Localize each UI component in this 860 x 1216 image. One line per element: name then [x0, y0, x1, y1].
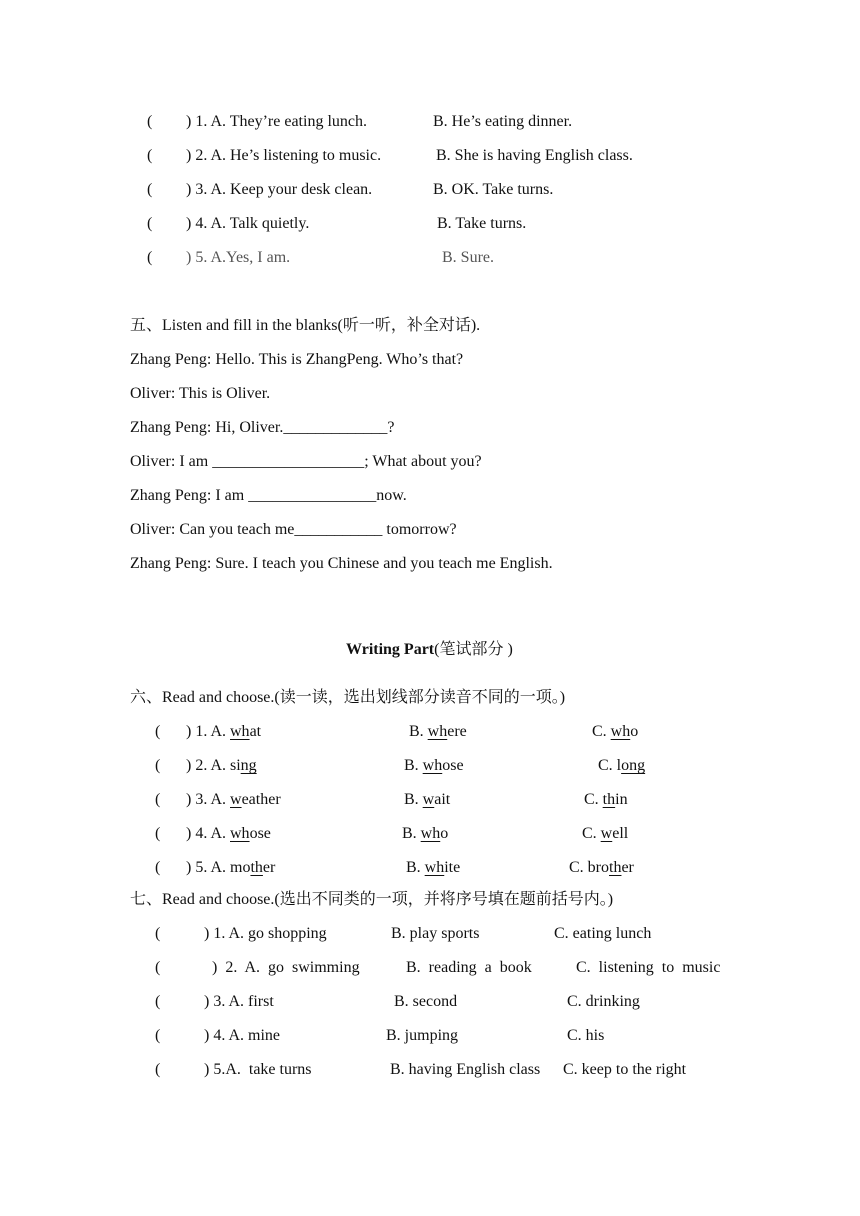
underlined-sound: th	[250, 859, 263, 876]
underlined-sound: th	[602, 791, 616, 808]
dialogue-line: Oliver: This is Oliver.	[130, 385, 271, 402]
underlined-sound: w	[600, 825, 613, 842]
answer-paren: (	[155, 757, 161, 774]
option-a: ) 1. A. what	[186, 723, 262, 740]
dialogue-line: Zhang Peng: Hi, Oliver._____________?	[130, 419, 395, 436]
dialogue-line: Oliver: Can you teach me___________ tomorrow?	[130, 521, 457, 538]
option-a: ) 3. A. first	[204, 993, 274, 1010]
option-b: B. wait	[404, 791, 451, 808]
option-a: ) 4. A. mine	[204, 1027, 280, 1044]
answer-paren: (	[155, 859, 161, 876]
option-a: ) 1. A. go shopping	[204, 925, 327, 942]
option-a: ) 3. A. weather	[186, 791, 281, 808]
option-b: B. reading a book	[406, 959, 532, 976]
section7-heading: 七、Read and choose.(选出不同类的一项，并将序号填在题前括号内。)	[130, 891, 614, 908]
writing-part-chinese: (笔试部分 )	[434, 641, 513, 658]
underlined-sound: w	[422, 791, 435, 808]
option-b: B. Take turns.	[437, 215, 527, 232]
underlined-sound: wh	[420, 825, 441, 842]
option-a: ) 2. A. go swimming	[212, 959, 360, 976]
option-b: B. second	[394, 993, 458, 1010]
dialogue-line: Oliver: I am ___________________; What about you?	[130, 453, 482, 470]
dialogue-line: Zhang Peng: Sure. I teach you Chinese and you teach me English.	[130, 555, 553, 572]
option-c: C. who	[592, 723, 639, 740]
option-c: C. listening to music	[576, 959, 721, 976]
answer-paren: (	[155, 1027, 161, 1044]
answer-paren: (	[147, 215, 153, 232]
option-c: C. well	[582, 825, 629, 842]
answer-paren: (	[155, 791, 161, 808]
writing-part-bold: Writing Part	[346, 641, 435, 658]
answer-paren: (	[155, 825, 161, 842]
option-b: B. Sure.	[442, 249, 494, 266]
answer-paren: (	[155, 1061, 161, 1078]
underlined-sound: wh	[610, 723, 631, 740]
underlined-sound: wh	[424, 859, 445, 876]
underlined-sound: w	[230, 791, 242, 808]
option-c: C. his	[567, 1027, 605, 1044]
option-a: ) 5. A.Yes, I am.	[186, 249, 291, 266]
section5-heading: 五、Listen and fill in the blanks(听一听，补全对话).	[130, 317, 481, 334]
option-a: ) 5. A. mother	[186, 859, 276, 876]
answer-paren: (	[147, 181, 153, 198]
answer-paren: (	[155, 723, 161, 740]
option-b: B. who	[402, 825, 449, 842]
answer-paren: (	[147, 113, 153, 130]
answer-paren: (	[155, 925, 161, 942]
option-c: C. brother	[569, 859, 634, 876]
writing-part-title	[338, 620, 513, 660]
option-b: B. where	[409, 723, 467, 740]
underlined-sound: wh	[230, 825, 250, 842]
underlined-sound: ng	[240, 757, 257, 774]
option-a: ) 4. A. Talk quietly.	[186, 215, 310, 232]
option-c: C. thin	[584, 791, 628, 808]
option-b: B. play sports	[391, 925, 480, 942]
section6-heading: 六、Read and choose.(读一读，选出划线部分读音不同的一项。)	[130, 689, 566, 706]
option-b: B. He’s eating dinner.	[433, 113, 573, 130]
dialogue-line: Zhang Peng: Hello. This is ZhangPeng. Who’s that?	[130, 351, 464, 368]
option-c: C. keep to the right	[563, 1061, 687, 1078]
underlined-sound: wh	[230, 723, 250, 740]
option-a: ) 5.A. take turns	[204, 1061, 312, 1078]
underlined-sound: th	[609, 859, 622, 876]
option-a: ) 1. A. They’re eating lunch.	[186, 113, 367, 130]
option-a: ) 4. A. whose	[186, 825, 271, 842]
underlined-sound: ong	[621, 757, 646, 774]
option-a: ) 2. A. sing	[186, 757, 257, 774]
option-a: ) 3. A. Keep your desk clean.	[186, 181, 373, 198]
answer-paren: (	[155, 959, 161, 976]
underlined-sound: wh	[427, 723, 448, 740]
answer-paren: (	[147, 147, 153, 164]
underlined-sound: wh	[422, 757, 443, 774]
option-b: B. white	[406, 859, 461, 876]
option-b: B. jumping	[386, 1027, 459, 1044]
option-a: ) 2. A. He’s listening to music.	[186, 147, 382, 164]
option-c: C. eating lunch	[554, 925, 652, 942]
option-c: C. drinking	[567, 993, 640, 1010]
option-b: B. OK. Take turns.	[433, 181, 554, 198]
option-c: C. long	[598, 757, 646, 774]
answer-paren: (	[147, 249, 153, 266]
option-b: B. She is having English class.	[436, 147, 633, 164]
dialogue-line: Zhang Peng: I am ________________now.	[130, 487, 407, 504]
answer-paren: (	[155, 993, 161, 1010]
option-b: B. having English class	[390, 1061, 541, 1078]
option-b: B. whose	[404, 757, 464, 774]
